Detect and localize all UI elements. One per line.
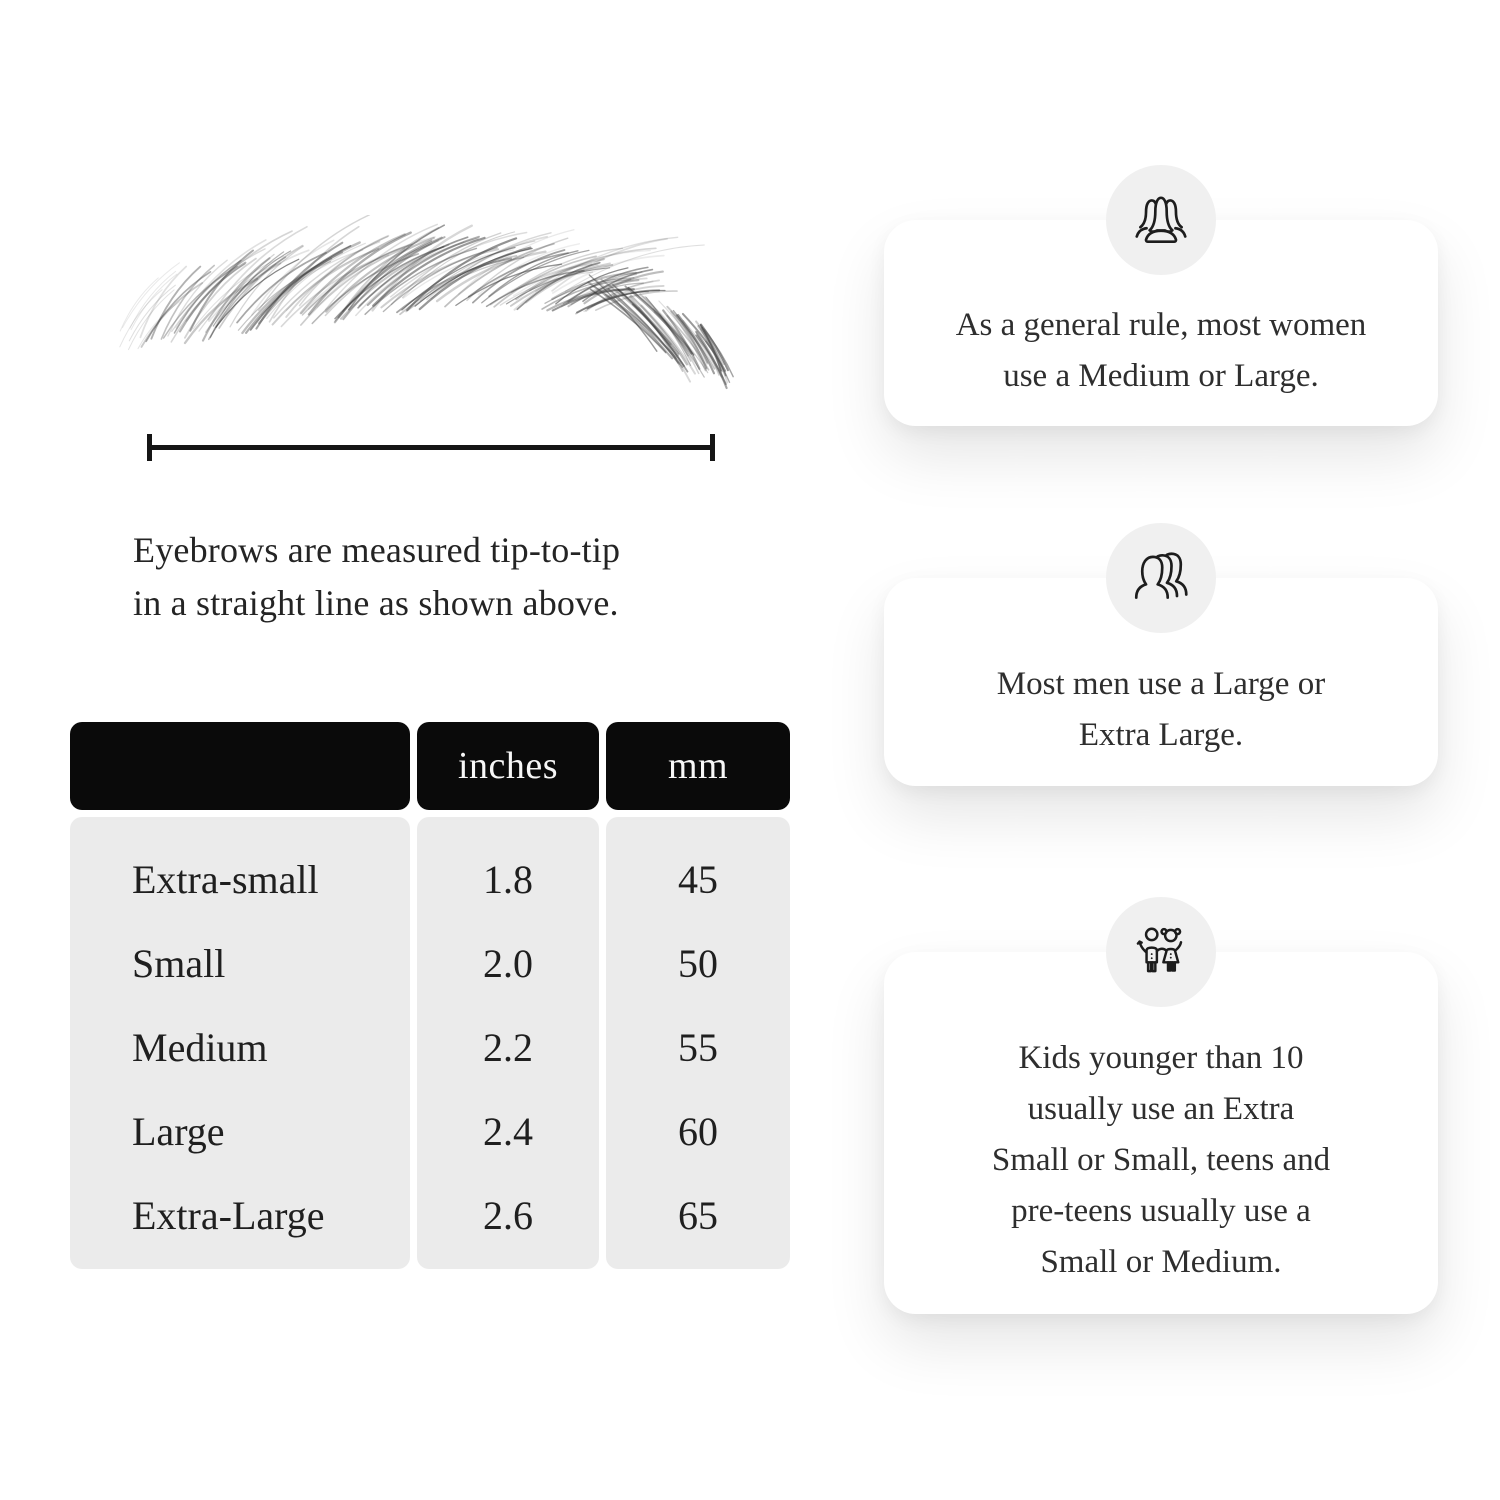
kids-icon bbox=[1128, 919, 1194, 985]
mm-column-header: mm bbox=[606, 722, 790, 810]
size-label: Extra-Large bbox=[132, 1192, 325, 1238]
info-card-kids bbox=[884, 952, 1438, 1314]
inches-value: 1.8 bbox=[483, 856, 533, 902]
mm-value: 45 bbox=[678, 856, 718, 902]
women-group-icon bbox=[1128, 187, 1194, 253]
mm-column-body bbox=[606, 817, 790, 1269]
info-card-men bbox=[884, 578, 1438, 786]
card-text-line: Small or Medium. bbox=[1040, 1244, 1282, 1280]
inches-value: 2.2 bbox=[483, 1024, 533, 1070]
inches-column-body bbox=[417, 817, 599, 1269]
men-group-icon bbox=[1128, 545, 1194, 611]
card-text bbox=[992, 1033, 1330, 1288]
card-text bbox=[956, 300, 1367, 402]
inches-column-header: inches bbox=[417, 722, 599, 810]
eyebrow-illustration bbox=[100, 215, 810, 415]
mm-value: 60 bbox=[678, 1108, 718, 1154]
inches-value: 2.4 bbox=[483, 1108, 533, 1154]
card-text-line: pre-teens usually use a bbox=[1011, 1193, 1311, 1229]
card-text-line: Kids younger than 10 bbox=[1018, 1040, 1304, 1076]
measurement-right-tick bbox=[710, 434, 715, 461]
size-column bbox=[70, 722, 410, 1269]
card-text bbox=[997, 659, 1325, 761]
inches-value: 2.6 bbox=[483, 1192, 533, 1238]
measurement-caption bbox=[133, 524, 793, 630]
mm-value: 65 bbox=[678, 1192, 718, 1238]
card-text-line: Most men use a Large or bbox=[996, 665, 1326, 702]
card-text-line: Small or Small, teens and bbox=[991, 1142, 1331, 1178]
size-column-body bbox=[70, 817, 410, 1269]
size-label: Extra-small bbox=[132, 856, 319, 902]
icon-circle bbox=[1106, 897, 1216, 1007]
size-label: Medium bbox=[132, 1024, 268, 1070]
caption-line-1: Eyebrows are measured tip-to-tip bbox=[133, 530, 621, 570]
size-column-header bbox=[70, 722, 410, 810]
size-label: Large bbox=[132, 1108, 225, 1154]
mm-value: 55 bbox=[678, 1024, 718, 1070]
mm-column bbox=[606, 722, 790, 1269]
icon-circle bbox=[1106, 165, 1216, 275]
inches-value: 2.0 bbox=[483, 940, 533, 986]
mm-value: 50 bbox=[678, 940, 718, 986]
card-text-line: use a Medium or Large. bbox=[1003, 357, 1319, 394]
inches-column bbox=[417, 722, 599, 1269]
icon-circle bbox=[1106, 523, 1216, 633]
size-label: Small bbox=[132, 940, 226, 986]
card-text-line: Extra Large. bbox=[1078, 716, 1244, 753]
caption-line-2: in a straight line as shown above. bbox=[133, 583, 619, 623]
card-text-line: usually use an Extra bbox=[1027, 1091, 1295, 1127]
size-table bbox=[70, 722, 790, 1269]
measurement-left-tick bbox=[147, 434, 152, 461]
info-card-women bbox=[884, 220, 1438, 426]
measurement-line bbox=[147, 445, 715, 450]
card-text-line: As a general rule, most women bbox=[955, 306, 1367, 343]
